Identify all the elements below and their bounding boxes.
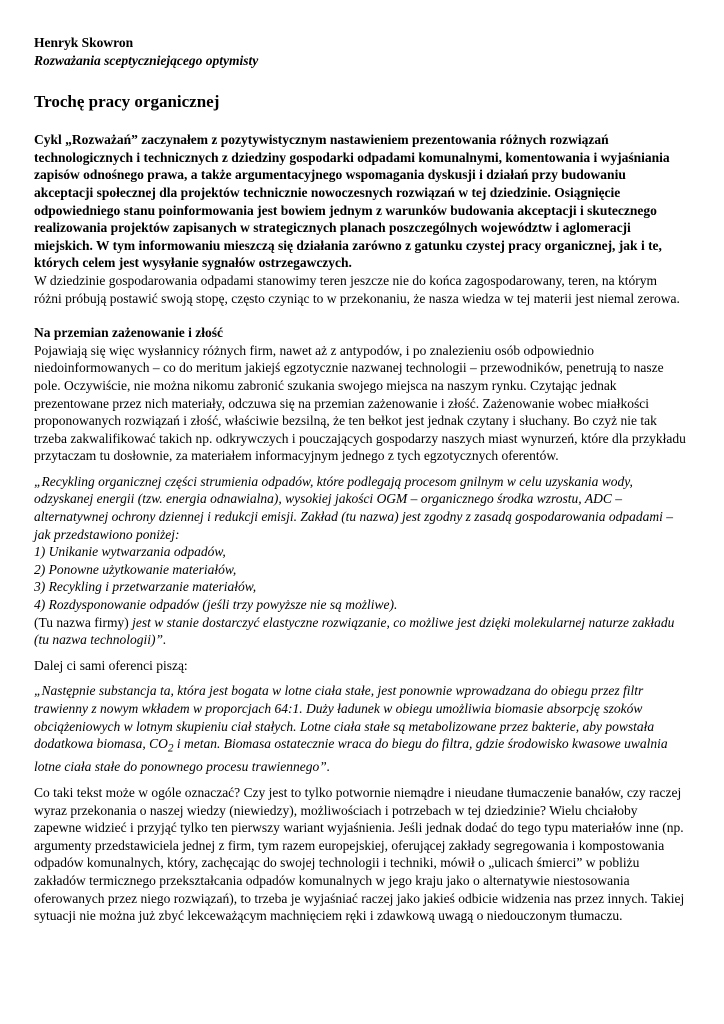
quote-1-closing-plain: (Tu nazwa firmy) [34, 614, 129, 630]
quote-list-item: 2) Ponowne użytkowanie materiałów, [34, 561, 237, 577]
quote-1-text: „Recykling organicznej części strumienia odpadów, które podlegają procesom gnilnym w celu uzyskania wody, odzyskanej energii (tzw. energia odnawialna), wysokiej jakości OGM – organicznego środka wzrostu, ADC – alternatywnej ochrony dziennej i redukcji emisji. Zakład (tu nazwa) jest zgodny z zasadą gospodarowania odpadami – jak przedstawiono poniżej: [34, 473, 673, 542]
author-name: Henryk Skowron [34, 35, 134, 50]
lead-paragraph: Cykl „Rozważań” zaczynałem z pozytywistycznym nastawieniem prezentowania różnych rozwiązań technologicznych i technicznych z dziedziny gospodarki odpadami komunalnymi, komentowania i wyjaśniania zapisów odnośnego prawa, a także argumentacyjnego wspomagania dyskusji i działań przy budowaniu akceptacji społecznej dla projektów technicznie nowoczesnych rozwiązań w tej dziedzinie. Osiągnięcie odpowiedniego stanu poinformowania jest bowiem jednym z warunków budowania akceptacji i skutecznego realizowania projektów zapisanych w strategicznych planach poszczególnych województw i aglomeracji miejskich. W tym informowaniu mieszczą się działania zarówno z gatunku czystej pracy organicznej, jak i te, których celem jest wysyłanie sygnałów ostrzegawczych. [34, 132, 670, 271]
section-heading: Na przemian zażenowanie i złość [34, 325, 223, 341]
quote-2-part-2: i metan. Biomasa ostatecznie wraca do biegu do filtra, gdzie środowisko kwasowe uwalnia lotne ciała stałe do ponownego procesu trawiennego”. [34, 736, 668, 775]
quote-list-item: 3) Recykling i przetwarzanie materiałów, [34, 579, 257, 595]
section-paragraph: Pojawiają się więc wysłannicy różnych firm, nawet aż z antypodów, i po znalezieniu osób odpowiednio niedoinformowanych – co do meritum jakiejś egzotycznie nazwanej technologii – przewodników, penetrują to nasze pole. Oczywiście, nie można nikomu zabronić szukania swojego miejsca na naszym rynku. Czytając jednak prezentowane przez nich materiały, odczuwa się na przemian zażenowanie i złość. Zażenowanie wobec miałkości proponowanych rozwiązań i złość, właściwie bezsilną, że ten bełkot jest jednak czytany i słuchany. Bo czyż nie tak trzeba zakwalifikować takich np. odkrywczych i pouczających gospodarzy naszych miast wynurzeń, które dla przykładu przytaczam tu dosłownie, za materiałem informacyjnym jednego z tych egzotycznych oferentów. [34, 342, 686, 464]
article-title: Trochę pracy organicznej [34, 92, 220, 112]
quote-2-subscript: 2 [167, 742, 174, 755]
final-paragraph: Co taki tekst może w ogóle oznaczać? Czy jest to tylko potwornie niemądre i nieudane tłumaczenie banałów, czy raczej wyraz przekonania o naszej wiedzy (niewiedzy), możliwościach i potrzebach w tej dziedzinie? Wielu chciałoby zapewne widzieć i przyjąć tylko ten pierwszy wariant wyjaśnienia. Jeśli jednak dodać do tego typu materiałów inne (np. argumenty przedstawiciela jednej z firm, tym razem europejskiej, oferującej zakłady segregowania i kompostowania odpadów komunalnych, który, zachęcając do swojej technologii i techniki, mówił o „ulicach śmierci” w pobliżu zakładów termicznego przekształcania odpadów komunalnych w jego kraju jako o alternatywie niestosowania oferowanych przez niego rozwiązań), to trzeba je wyjaśniać raczej jako jakieś odbicie widzenia nas przez innych. Takiej sytuacji nie można już zbyć lekceważącym machnięciem ręki i zdawkową uwagą o niedouczonym tłumaczu. [34, 785, 685, 924]
quote-block-1 [34, 473, 688, 649]
quote-list-item: 1) Unikanie wytwarzania odpadów, [34, 544, 226, 560]
quote-2-part-1: „Następnie substancja ta, która jest bogata w lotne ciała stałe, jest ponownie wprowadzana do obiegu przez filtr trawienny z nowym wkładem w proporcjach 64:1. Duży ładunek w obiegu umożliwia biomasie absorpcję szoków obciążeniowych w lotnym skupieniu ciał stałych. Lotne ciała stałe są metabolizowane przez bakterie, aby powstała dodatkowa biomasa, CO [34, 683, 655, 752]
quote-list-item: 4) Rozdysponowanie odpadów (jeśli trzy powyższe nie są możliwe). [34, 597, 398, 613]
intro-paragraph: W dziedzinie gospodarowania odpadami stanowimy teren jeszcze nie do końca zagospodarowany, teren, na którym różni próbują postawić swoją stopę, często czyniąc to w przekonaniu, że nasza wiedza w tej materii jest niemal zerowa. [34, 272, 680, 306]
transition-text: Dalej ci sami oferenci piszą: [34, 657, 188, 673]
series-title: Rozważania sceptyczniejącego optymisty [34, 52, 259, 68]
quote-1-closing-italic: jest w stanie dostarczyć elastyczne rozwiązanie, co możliwe jest dzięki molekularnej naturze zakładu (tu nazwa technologii)”. [34, 614, 675, 648]
quote-1-closing [34, 614, 688, 649]
quote-block-2 [34, 682, 688, 776]
